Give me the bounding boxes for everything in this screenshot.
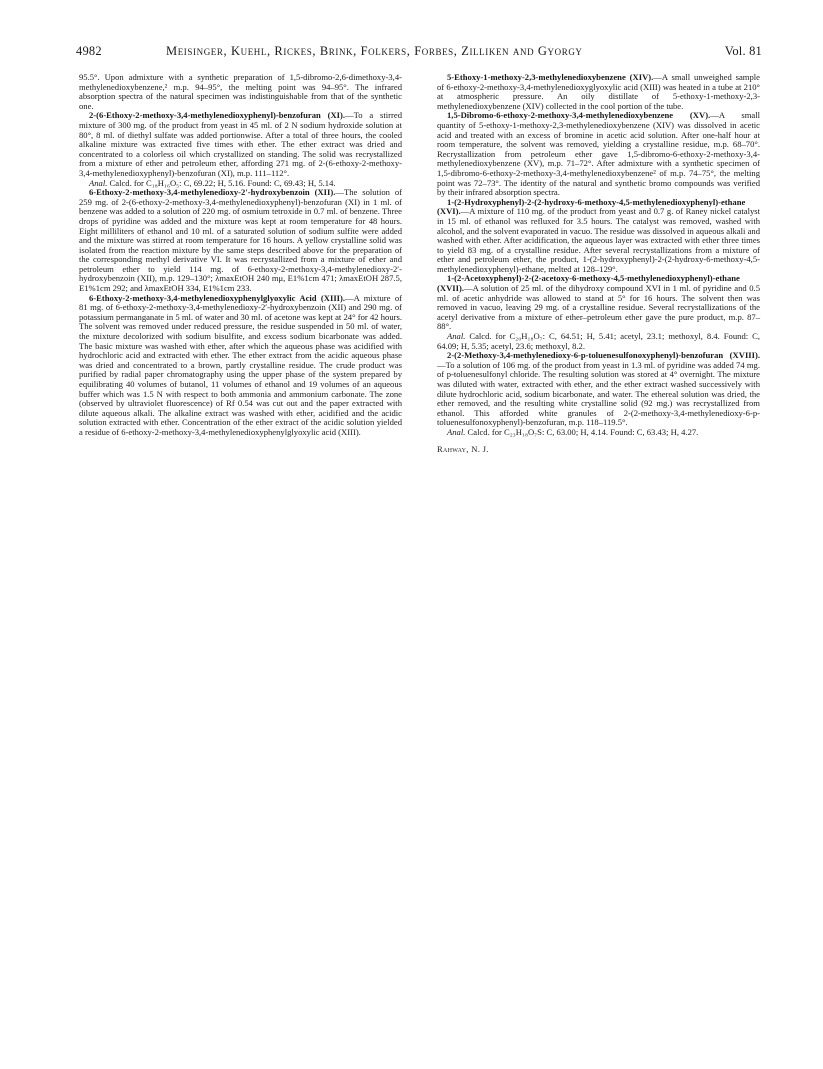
paragraph: [79, 188, 402, 294]
signature-location: Rahway, N. J.: [437, 443, 489, 454]
section-heading: 2-(6-Ethoxy-2-methoxy-3,4-methylenedioxyphenyl)-benzofuran (XI).: [89, 110, 346, 121]
paragraph: [79, 73, 402, 111]
right-column: [437, 73, 760, 454]
paragraph-text: Calcd. for C₂₃H₁₈O₇S: C, 63.00; H, 4.14. Found: C, 63.43; H, 4.27.: [465, 426, 699, 437]
section-heading: 1,5-Dibromo-6-ethoxy-2-methoxy-3,4-methylenedioxybenzene (XV).: [447, 110, 711, 121]
analysis-label: Anal.: [89, 177, 108, 188]
section-heading: 6-Ethoxy-2-methoxy-3,4-methylenedioxyphenylglyoxylic Acid (XIII).: [89, 292, 346, 303]
section-heading: 1-(2-Acetoxyphenyl)-2-(2-acetoxy-6-methoxy-4,5-methylenedioxyphenyl)-ethane (XVII).: [437, 273, 740, 294]
paragraph: [437, 428, 760, 438]
paragraph: [437, 274, 760, 332]
section-heading: 2-(2-Methoxy-3,4-methylenedioxy-6-p-toluenesulfonoxyphenyl)-benzofuran (XVIII).: [447, 350, 760, 361]
paragraph-text: Calcd. for C₂₀H₁₈O₇: C, 64.51; H, 5.41; acetyl, 23.1; methoxyl, 8.4. Found: C, 64.09; H, 5.35; acetyl, 23.6; methoxyl, 8.2.: [437, 331, 760, 351]
paragraph: [437, 111, 760, 197]
paragraph-text: —The solution of 259 mg. of 2-(6-ethoxy-2-methoxy-3,4-methylenedioxyphenyl)-benzofuran (XI) in 1 ml. of benzene was added to a solution of 220 mg. of osmium tetroxide in 0.7 ml. of benzene. Three drops of pyridine was added and the mixture was kept at room temperature for 48 hours. Eight milliliters of ethanol and 10 ml. of a saturated solution of sodium sulfite were added and the mixture was stirred at room temperature for 16 hours. A yellow crystalline solid was isolated from the reaction mixture by the same steps described above for the preparation of the corresponding methyl derivative VI. It was recrystallized from a mixture of ether and petroleum ether to yield 114 mg. of 6-ethoxy-2-methoxy-3,4-methylenedioxy-2′-hydroxybenzoin (XII), m.p. 129–130°; λmaxEtOH 240 mμ, E1%1cm 471; λmaxEtOH 287.5, E1%1cm 292; and λmaxEtOH 334, E1%1cm 233.: [79, 187, 402, 294]
paragraph-text: 95.5°. Upon admixture with a synthetic preparation of 1,5-dibromo-2,6-dimethoxy-3,4-methylenedioxybenzene,² m.p. 94–95°, the melting point was 94–95°. The infrared absorption spectra of the natural specimen was indistinguishable from that of the synthetic one.: [79, 72, 402, 111]
paragraph: [79, 111, 402, 178]
analysis-label: Anal.: [447, 331, 466, 342]
paragraph: [437, 351, 760, 428]
paragraph: [79, 294, 402, 438]
volume-label: Vol. 81: [724, 44, 762, 58]
paragraph: [437, 198, 760, 275]
paragraph-text: —A small quantity of 5-ethoxy-1-methoxy-2,3-methylenedioxybenzene (XIV) was dissolved in acetic acid and treated with an excess of bromine in acetic acid solution. After one-half hour at room temperature, the solvent was removed, yielding a crystalline residue, m.p. 68–70°. Recrystallization from petroleum ether gave 1,5-dibromo-6-ethoxy-2-methoxy-3,4-methylenedioxybenzene (XV), m.p. 71–72°. After admixture with a synthetic specimen of 1,5-dibromo-6-ethoxy-2-methoxy-3,4-methylenedioxybenzene² of m.p. 74–75°, the melting point was 72–73°. The identity of the natural and synthetic bromo compounds was verified by their infrared absorption spectra.: [437, 110, 760, 198]
paragraph-text: —A mixture of 81 mg. of 6-ethoxy-2-methoxy-3,4-methylenedioxy-2′-hydroxybenzoin (XII) and 290 mg. of potassium permanganate in 5 ml. of water and 30 ml. of acetone was kept at 24° for 42 hours. The solvent was removed under reduced pressure, the residue suspended in 50 ml. of water, the mixture decolorized with sodium bisulfite, and excess sodium bicarbonate was added. The basic mixture was washed with ether, after which the aqueous phase was acidified with hydrochloric acid and extracted with ether. The ether extract from the acidic aqueous phase was dried and concentrated to a brown, partly crystalline residue. The crude product was purified by radial paper chromatography using the upper phase of the system prepared by equilibrating 40 volumes of butanol, 11 volumes of ethanol and 19 volumes of an aqueous buffer which was 1.5 N with respect to both ammonia and ammonium carbonate. The zone (observed by ultraviolet fluorescence) of Rf 0.54 was cut out and the paper extracted with dilute aqueous alkali. The alkaline extract was washed with ether, acidified and the acidic solution extracted with ether. Concentration of the ether extract of the acidic solution yielded a residue of 6-ethoxy-2-methoxy-3,4-methylenedioxyphenylglyoxylic acid (XIII).: [79, 292, 402, 437]
paragraph-text: —To a solution of 106 mg. of the product from yeast in 1.3 ml. of pyridine was added 74 mg. of p-toluenesulfonyl chloride. The resulting solution was stored at 4° overnight. The mixture was diluted with water, extracted with ether, and the ether extract washed successively with dilute hydrochloric acid, sodium bicarbonate, and water. The ethereal solution was dried, the ether removed, and the resulting white crystalline solid (92 mg.) was recrystallized from ethanol. This afforded white granules of 2-(2-methoxy-3,4-methylenedioxy-6-p-toluenesulfonoxyphenyl)-benzofuran, m.p. 118–119.5°.: [437, 359, 760, 428]
left-column: [79, 73, 402, 438]
paragraph-text: —A mixture of 110 mg. of the product from yeast and 0.7 g. of Raney nickel catalyst in 15 ml. of ethanol was refluxed for 3.5 hours. The catalyst was removed, washed with alcohol, and the solvent evaporated in vacuo. The residue was dissolved in aqueous alkali and washed with ether. After acidification, the aqueous layer was extracted with ether three times to yield 83 mg. of a crystalline residue. After several recrystallizations from a mixture of ether and petroleum ether, the product, 1-(2-hydroxyphenyl)-2-(2-hydroxy-6-methoxy-4,5-methylenedioxyphenyl)-ethane, melted at 128–129°.: [437, 206, 760, 274]
page-number: 4982: [76, 44, 102, 58]
paragraph-text: —A small unweighed sample of 6-ethoxy-2-methoxy-3,4-methylenedioxyglyoxylic acid (XIII) was heated in a tube at 210° at atmospheric pressure. An oily distillate of 5-ethoxy-1-methoxy-2,3-methylenedioxybenzene (XIV) collected in the cool portion of the tube.: [437, 72, 760, 111]
paragraph: [437, 73, 760, 111]
paragraph-text: Calcd. for C₁₈H₁₆O₅: C, 69.22; H, 5.16. Found: C, 69.43; H, 5.14.: [107, 177, 336, 188]
section-heading: 6-Ethoxy-2-methoxy-3,4-methylenedioxy-2′-hydroxybenzoin (XII).: [89, 187, 336, 198]
analysis-label: Anal.: [447, 426, 466, 437]
section-heading: 1-(2-Hydroxyphenyl)-2-(2-hydroxy-6-methoxy-4,5-methylenedioxyphenyl)-ethane (XVI).: [437, 196, 746, 217]
paragraph: [437, 332, 760, 351]
section-heading: 5-Ethoxy-1-methoxy-2,3-methylenedioxybenzene (XIV).: [447, 72, 654, 82]
paragraph-text: —A solution of 25 ml. of the dihydroxy compound XVI in 1 ml. of pyridine and 0.5 ml. of acetic anhydride was allowed to stand at 5° for 16 hours. The solvent then was removed in vacuo, leaving 29 mg. of a crystalline residue. Several recrystallizations of the acetyl derivative from a mixture of ether–petroleum ether gave the pure product, m.p. 87–88°.: [437, 283, 760, 332]
page-header: [76, 44, 762, 60]
running-authors: Meisinger, Kuehl, Rickes, Brink, Folkers, Forbes, Zilliken and Gyorgy: [166, 44, 583, 58]
paragraph-text: —To a stirred mixture of 300 mg. of the product from yeast in 45 ml. of 2 N sodium hydroxide solution at 80°, 8 ml. of diethyl sulfate was added portionwise. After a total of three hours, the cooled alkaline mixture was extracted five times with ether. The ether extract was dried and concentrated to a colorless oil which crystallized on standing. The solid was recrystallized from a mixture of ether and petroleum ether, affording 271 mg. of 2-(6-ethoxy-2-methoxy-3,4-methylenedioxyphenyl)-benzofuran (XI), m.p. 111–112°.: [79, 110, 402, 178]
